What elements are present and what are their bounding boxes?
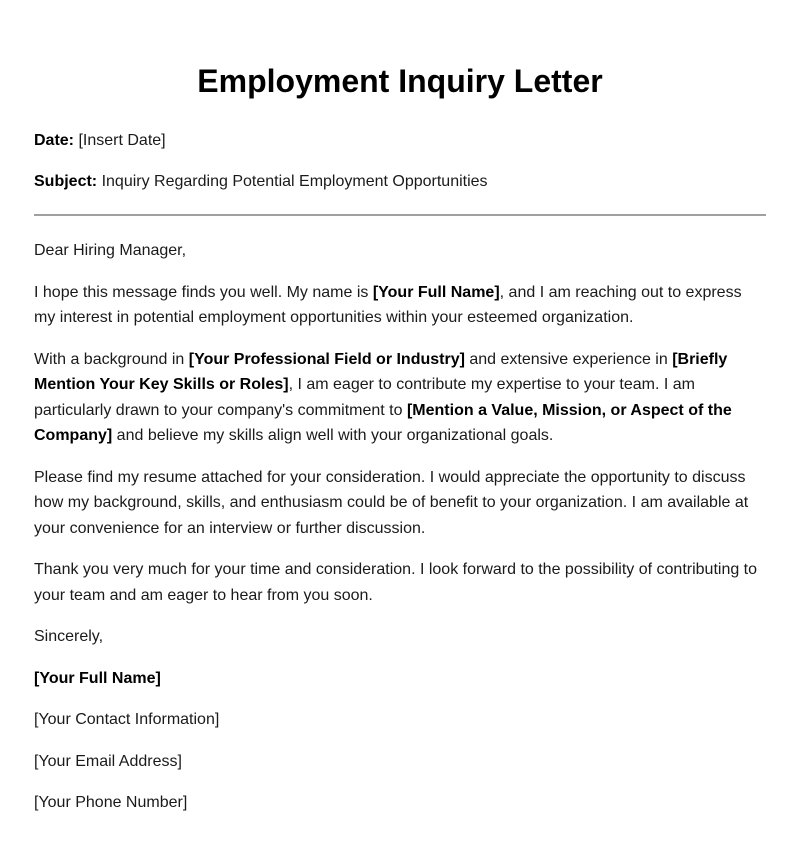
subject-value: Inquiry Regarding Potential Employment Opportunities	[97, 173, 488, 190]
signature-contact: [Your Contact Information]	[34, 711, 220, 728]
date-value: [Insert Date]	[74, 132, 166, 149]
letter-title: Employment Inquiry Letter	[197, 63, 603, 99]
paragraph-thanks: Thank you very much for your time and consideration. I look forward to the possibility of contributing to your team and am eager to hear from you soon.	[34, 561, 758, 604]
signature-phone: [Your Phone Number]	[34, 794, 188, 811]
paragraph-background-text-3: , I am eager to contribute my expertise to your team. I am particularly drawn to your company's commitment to	[34, 376, 695, 419]
header-divider	[34, 214, 766, 216]
paragraph-intro-text-1: I hope this message finds you well. My name is	[34, 283, 373, 301]
field-placeholder: [Your Professional Field or Industry]	[188, 350, 465, 368]
date-label: Date:	[34, 132, 75, 149]
paragraph-background-text-1: With a background in	[34, 350, 189, 368]
signature-email: [Your Email Address]	[34, 752, 182, 770]
paragraph-intro-text-2: , and I am reaching out to express my interest in potential employment opportunities within your esteemed organization.	[34, 283, 742, 326]
salutation: Dear Hiring Manager,	[34, 242, 187, 259]
subject-label: Subject:	[34, 173, 98, 190]
paragraph-background-text-4: and believe my skills align well with your organizational goals.	[112, 427, 554, 444]
subject-line	[34, 172, 766, 192]
full-name-placeholder: [Your Full Name]	[372, 283, 500, 301]
paragraph-intro	[34, 280, 766, 331]
value-placeholder: [Mention a Value, Mission, or Aspect of the Company]	[34, 401, 732, 444]
paragraph-background-text-2: and extensive experience in	[464, 350, 673, 368]
paragraph-background	[34, 347, 766, 449]
skills-placeholder: [Briefly Mention Your Key Skills or Roles]	[34, 350, 728, 393]
date-line	[34, 131, 766, 151]
closing: Sincerely,	[34, 628, 104, 645]
paragraph-resume: Please find my resume attached for your consideration. I would appreciate the opportunity to discuss how my background, skills, and enthusiasm could be of benefit to your organization. I am available at your convenience for an interview or further discussion.	[34, 468, 749, 537]
signature-name: [Your Full Name]	[34, 669, 161, 687]
